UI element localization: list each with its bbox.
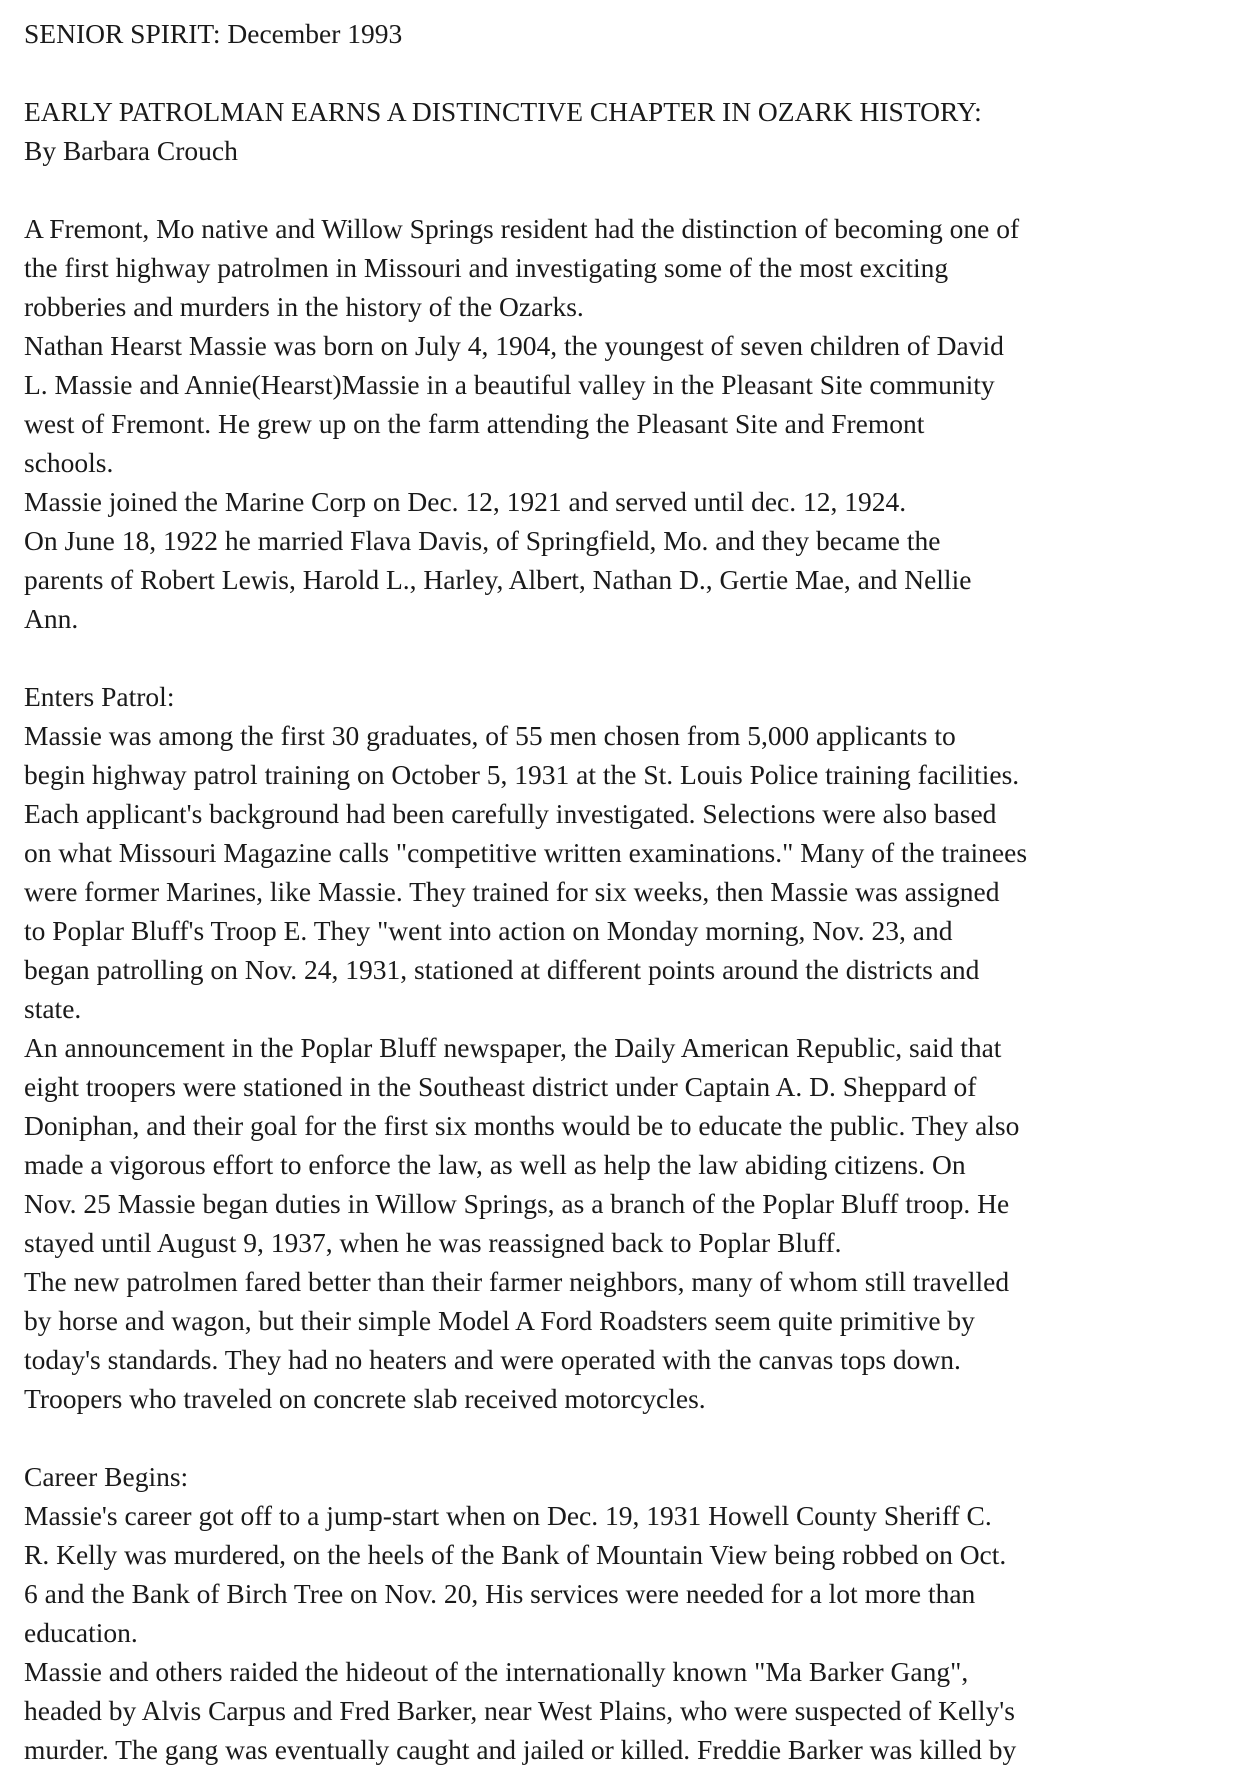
article-title: EARLY PATROLMAN EARNS A DISTINCTIVE CHAPTER IN OZARK HISTORY: xyxy=(24,96,982,127)
text-line: made a vigorous effort to enforce the law, as well as help the law abiding citizens. On xyxy=(24,1149,966,1180)
spacer xyxy=(24,53,1224,92)
text-line: to Poplar Bluff's Troop E. They "went into action on Monday morning, Nov. 23, and xyxy=(24,915,953,946)
section-heading: Enters Patrol: xyxy=(24,681,175,712)
text-line: education. xyxy=(24,1617,138,1648)
article-byline: By Barbara Crouch xyxy=(24,135,238,166)
text-line: west of Fremont. He grew up on the farm attending the Pleasant Site and Fremont xyxy=(24,408,925,439)
newsletter-header: SENIOR SPIRIT: December 1993 xyxy=(24,18,403,49)
text-line: by horse and wagon, but their simple Model A Ford Roadsters seem quite primitive by xyxy=(24,1305,975,1336)
text-line: Nathan Hearst Massie was born on July 4, 1904, the youngest of seven children of David xyxy=(24,330,1004,361)
text-line: today's standards. They had no heaters and were operated with the canvas tops down. xyxy=(24,1344,961,1375)
document-page xyxy=(24,14,1224,1769)
text-line: stayed until August 9, 1937, when he was reassigned back to Poplar Bluff. xyxy=(24,1227,842,1258)
text-line: schools. xyxy=(24,447,114,478)
text-line: L. Massie and Annie(Hearst)Massie in a beautiful valley in the Pleasant Site community xyxy=(24,369,995,400)
text-line: began patrolling on Nov. 24, 1931, stationed at different points around the districts and xyxy=(24,954,980,985)
text-line: robberies and murders in the history of the Ozarks. xyxy=(24,291,584,322)
section-career-begins xyxy=(24,1496,1224,1769)
text-line: parents of Robert Lewis, Harold L., Harley, Albert, Nathan D., Gertie Mae, and Nellie xyxy=(24,564,972,595)
text-line: Ann. xyxy=(24,603,79,634)
text-line: the first highway patrolmen in Missouri and investigating some of the most exciting xyxy=(24,252,949,283)
text-line: headed by Alvis Carpus and Fred Barker, near West Plains, who were suspected of Kelly's xyxy=(24,1695,1015,1726)
text-line: Troopers who traveled on concrete slab received motorcycles. xyxy=(24,1383,706,1414)
text-line: R. Kelly was murdered, on the heels of the Bank of Mountain View being robbed on Oct. xyxy=(24,1539,1007,1570)
text-line: Massie joined the Marine Corp on Dec. 12, 1921 and served until dec. 12, 1924. xyxy=(24,486,907,517)
text-line: murder. The gang was eventually caught and jailed or killed. Freddie Barker was killed by xyxy=(24,1734,1017,1765)
text-line: The new patrolmen fared better than their farmer neighbors, many of whom still travelled xyxy=(24,1266,1010,1297)
section-enters-patrol xyxy=(24,716,1224,1418)
text-line: eight troopers were stationed in the Southeast district under Captain A. D. Sheppard of xyxy=(24,1071,977,1102)
text-line: On June 18, 1922 he married Flava Davis, of Springfield, Mo. and they became the xyxy=(24,525,941,556)
section-heading: Career Begins: xyxy=(24,1461,189,1492)
spacer xyxy=(24,1418,1224,1457)
text-line: Doniphan, and their goal for the first six months would be to educate the public. They also xyxy=(24,1110,1020,1141)
spacer xyxy=(24,638,1224,677)
text-line: Each applicant's background had been carefully investigated. Selections were also based xyxy=(24,798,997,829)
spacer xyxy=(24,170,1224,209)
text-line: 6 and the Bank of Birch Tree on Nov. 20, His services were needed for a lot more than xyxy=(24,1578,976,1609)
text-line: A Fremont, Mo native and Willow Springs resident had the distinction of becoming one of xyxy=(24,213,1020,244)
text-line: on what Missouri Magazine calls "competitive written examinations." Many of the trainees xyxy=(24,837,1028,868)
text-line: Massie and others raided the hideout of the internationally known "Ma Barker Gang", xyxy=(24,1656,969,1687)
text-line: An announcement in the Poplar Bluff newspaper, the Daily American Republic, said that xyxy=(24,1032,1002,1063)
text-line: Massie's career got off to a jump-start when on Dec. 19, 1931 Howell County Sheriff C. xyxy=(24,1500,992,1531)
text-line: begin highway patrol training on October 5, 1931 at the St. Louis Police training facilities. xyxy=(24,759,1020,790)
text-line: state. xyxy=(24,993,82,1024)
text-line: Nov. 25 Massie began duties in Willow Springs, as a branch of the Poplar Bluff troop. He xyxy=(24,1188,1010,1219)
intro-paragraphs xyxy=(24,209,1224,638)
text-line: Massie was among the first 30 graduates, of 55 men chosen from 5,000 applicants to xyxy=(24,720,956,751)
text-line: were former Marines, like Massie. They trained for six weeks, then Massie was assigned xyxy=(24,876,1000,907)
